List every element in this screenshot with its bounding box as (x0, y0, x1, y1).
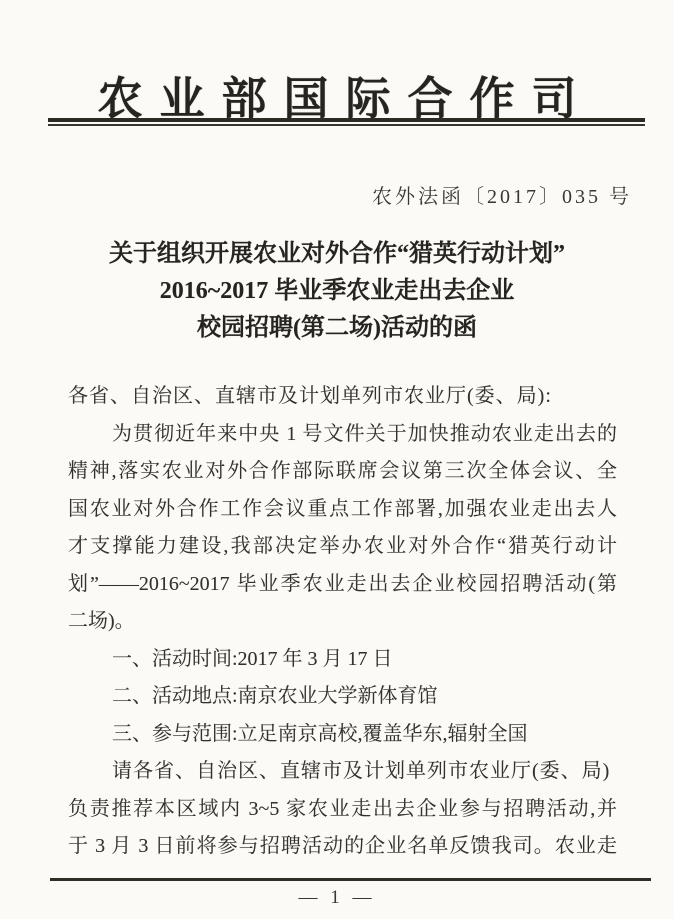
body-line: 国农业对外合作工作会议重点工作部署,加强农业走出去人 (68, 497, 617, 520)
body-line-salutation: 各省、自治区、直辖市及计划单列市农业厅(委、局): (68, 385, 552, 407)
body-line: 负责推荐本区域内 3~5 家农业走出去企业参与招聘活动,并 (68, 797, 617, 820)
body-line-item-3: 三、参与范围:立足南京高校,覆盖华东,辐射全国 (112, 722, 528, 745)
body-line: 划”——2016~2017 毕业季农业走出去企业校园招聘活动(第 (68, 572, 617, 595)
body-line: 二场)。 (68, 610, 135, 632)
document-title-line-2: 2016~2017 毕业季农业走出去企业 (159, 278, 515, 304)
body-line: 于 3 月 3 日前将参与招聘活动的企业名单反馈我司。农业走 (68, 835, 617, 857)
body-line: 精神,落实农业对外合作部际联席会议第三次全体会议、全 (68, 460, 617, 482)
body-line: 请各省、自治区、直辖市及计划单列市农业厅(委、局) (112, 760, 611, 782)
page-number: — 1 — (298, 887, 376, 908)
body-line-item-1: 一、活动时间:2017 年 3 月 17 日 (112, 647, 393, 670)
document-title-line-1: 关于组织开展农业对外合作“猎英行动计划” (109, 241, 565, 267)
footer-rule (50, 878, 651, 881)
body-line-item-2: 二、活动地点:南京农业大学新体育馆 (112, 685, 438, 707)
body-line: 为贯彻近年来中央 1 号文件关于加快推动农业走出去的 (112, 422, 617, 445)
letter-body (68, 378, 617, 866)
document-title-line-3: 校园招聘(第二场)活动的函 (197, 315, 477, 341)
document-title (0, 236, 674, 347)
document-reference-number: 农外法函〔2017〕035 号 (372, 186, 632, 208)
letterhead-department-title: 农业部国际合作司 (97, 74, 594, 124)
letterhead-double-rule (48, 118, 645, 126)
body-line: 才支撑能力建设,我部决定举办农业对外合作“猎英行动计 (68, 535, 617, 557)
